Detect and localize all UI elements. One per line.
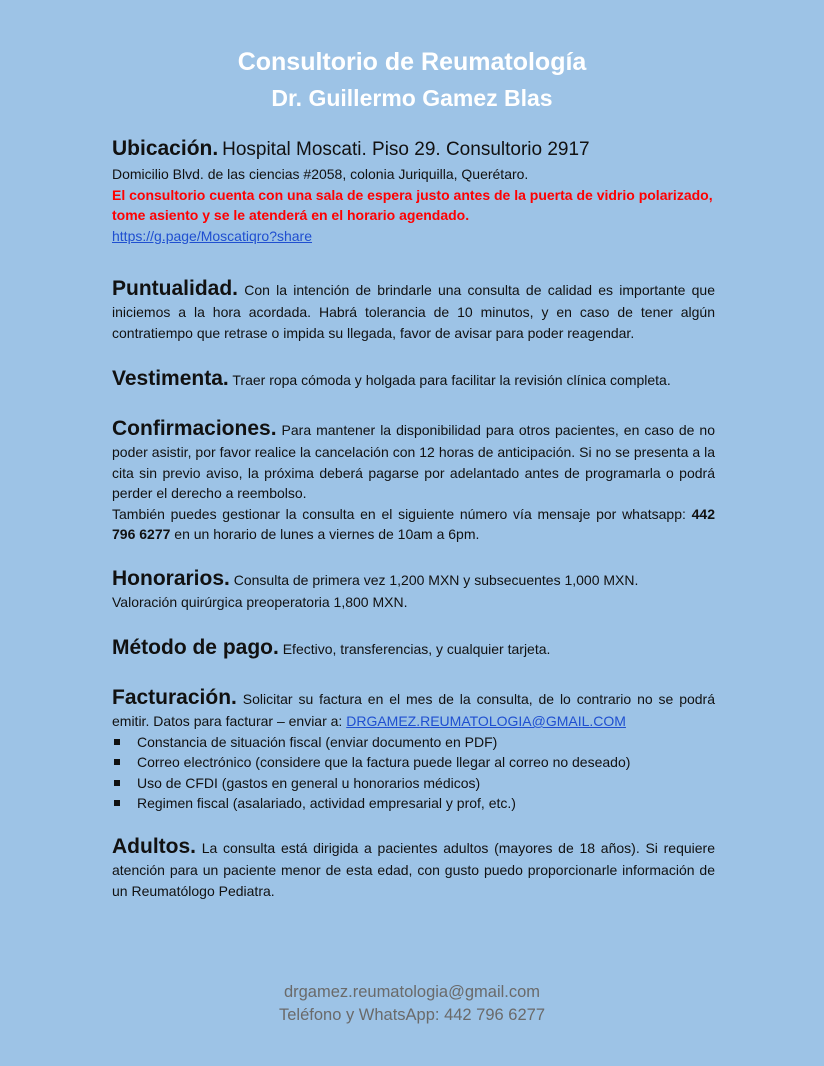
section-ubicacion	[112, 136, 715, 246]
waiting-room-notice: El consultorio cuenta con una sala de espera justo antes de la puerta de vidrio polarizado, tome asiento y se le atenderá en el horario agendado.	[112, 186, 713, 223]
section-pago	[112, 635, 715, 661]
billing-email-link[interactable]: DRGAMEZ.REUMATOLOGIA@GMAIL.COM	[346, 713, 626, 729]
bullet-square-icon	[114, 800, 120, 806]
whatsapp-text: También puedes gestionar la consulta en el siguiente número vía mensaje por whatsapp:	[112, 505, 686, 522]
bullet-square-icon	[114, 739, 120, 745]
list-item: Correo electrónico (considere que la factura puede llegar al correo no deseado)	[112, 752, 715, 773]
footer-phone: Teléfono y WhatsApp: 442 796 6277	[278, 1006, 546, 1024]
footer-email: drgamez.reumatologia@gmail.com	[283, 983, 541, 1001]
facturacion-text: Solicitar su factura en el mes de la consulta, de lo contrario no se podrá emitir. Datos para facturar – enviar a:	[112, 691, 716, 729]
confirmaciones-text: Para mantener la disponibilidad para otros pacientes, en caso de no poder asistir, por favor realice la cancelación con 12 horas de anticipación. Si no se presenta a la cita sin previo aviso, la próxima deberá pagarse por adelantado antes de programarla o podrá perder el derecho a reembolso.	[112, 422, 716, 501]
location-lead: Hospital Moscati. Piso 29. Consultorio 2917	[222, 139, 590, 160]
maps-link[interactable]: https://g.page/Moscatiqro?share	[112, 227, 313, 244]
section-honorarios	[112, 566, 715, 613]
address-text: Domicilio Blvd. de las ciencias #2058, colonia Juriquilla, Querétaro.	[112, 166, 529, 182]
doctor-name: Dr. Guillermo Gamez Blas	[271, 85, 553, 111]
section-puntualidad	[112, 276, 715, 343]
adultos-text: La consulta está dirigida a pacientes adultos (mayores de 18 años). Si requiere atención para un paciente menor de esta edad, con gusto puedo proporcionarle información de un Reumatólogo Pediatra.	[112, 840, 715, 899]
heading-pago: Método de pago.	[112, 636, 279, 659]
honorarios-text-2: Valoración quirúrgica preoperatoria 1,800 MXN.	[112, 594, 408, 610]
section-facturacion	[112, 685, 715, 814]
heading-adultos: Adultos.	[112, 835, 196, 858]
section-vestimenta	[112, 366, 715, 392]
vestimenta-text: Traer ropa cómoda y holgada para facilitar la revisión clínica completa.	[232, 372, 671, 388]
pago-text: Efectivo, transferencias, y cualquier tarjeta.	[282, 641, 551, 657]
puntualidad-text: Con la intención de brindarle una consulta de calidad es importante que iniciemos a la hora acordada. Habrá tolerancia de 10 minutos, y en caso de tener algún contratiempo que retrase o impida su llegada, favor de avisar para poder reagendar.	[112, 282, 715, 341]
heading-puntualidad: Puntualidad.	[112, 277, 238, 300]
section-confirmaciones	[112, 416, 715, 545]
honorarios-text: Consulta de primera vez 1,200 MXN y subsecuentes 1,000 MXN.	[233, 572, 639, 588]
heading-facturacion: Facturación.	[112, 686, 237, 709]
billing-requirements-list	[112, 732, 715, 814]
bullet-square-icon	[114, 759, 120, 765]
heading-confirmaciones: Confirmaciones.	[112, 417, 277, 440]
heading-vestimenta: Vestimenta.	[112, 367, 229, 390]
heading-ubicacion: Ubicación.	[112, 137, 219, 160]
page-title: Consultorio de Reumatología	[237, 48, 587, 76]
section-adultos	[112, 834, 715, 901]
heading-honorarios: Honorarios.	[112, 567, 230, 590]
list-item: Regimen fiscal (asalariado, actividad empresarial y prof, etc.)	[112, 793, 715, 814]
list-item: Uso de CFDI (gastos en general u honorarios médicos)	[112, 773, 715, 794]
schedule-text: en un horario de lunes a viernes de 10am a 6pm.	[174, 526, 480, 542]
whatsapp-phone: 442 796 6277	[112, 505, 715, 542]
list-item: Constancia de situación fiscal (enviar documento en PDF)	[112, 732, 715, 753]
bullet-square-icon	[114, 780, 120, 786]
